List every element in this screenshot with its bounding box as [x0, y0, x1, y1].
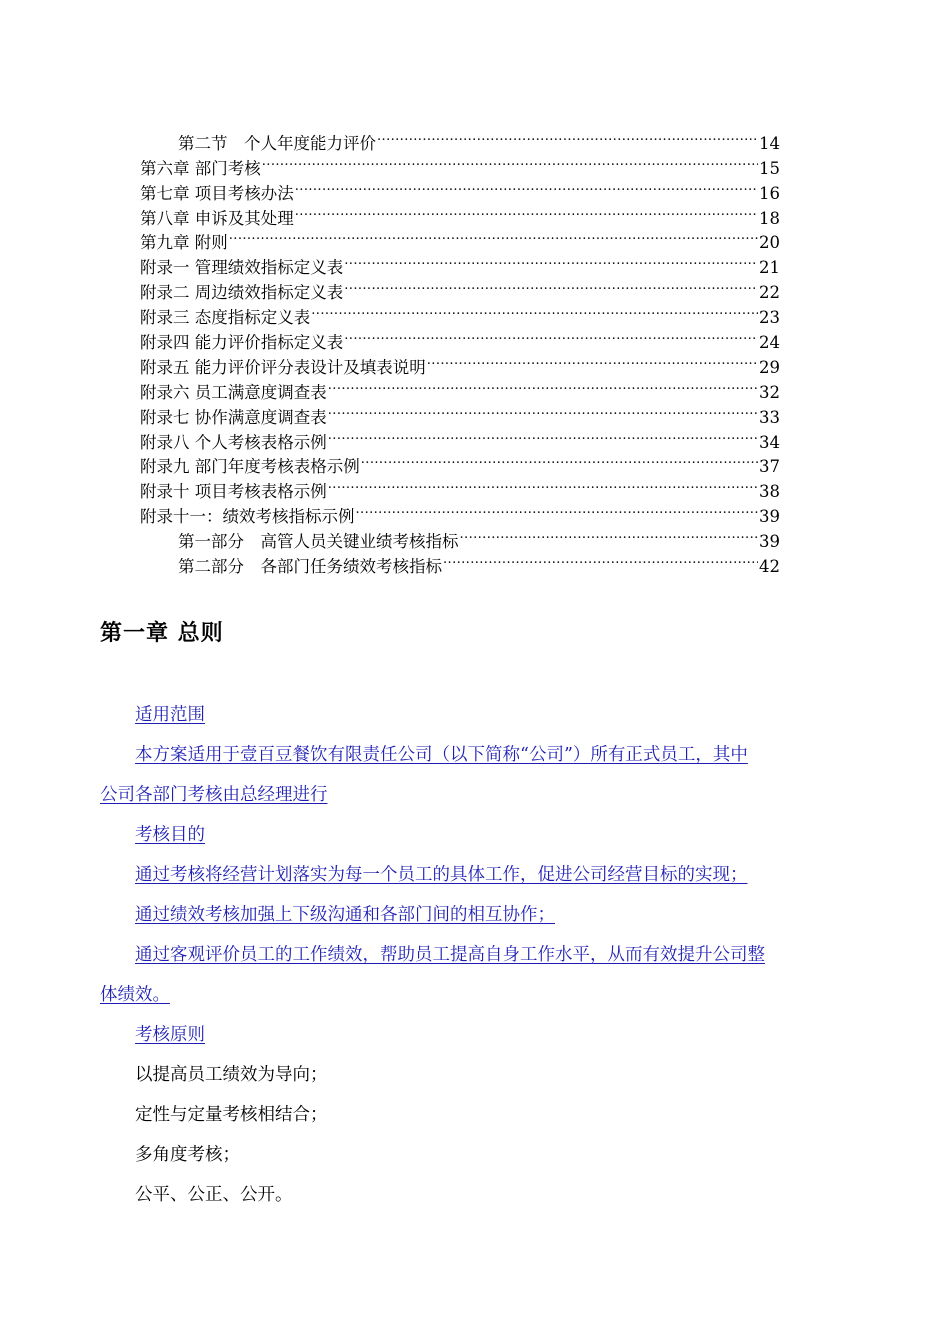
toc-leader-dots — [328, 423, 758, 448]
toc-entry-page-number: 22 — [759, 283, 780, 303]
toc-entry-label: 附录十一：绩效考核指标示例 — [140, 507, 355, 527]
toc-entry-page-number: 37 — [759, 457, 780, 477]
toc-entry-label: 附录四 能力评价指标定义表 — [140, 333, 344, 353]
toc-leader-dots — [344, 323, 758, 348]
toc-entry-page-number: 38 — [759, 482, 780, 502]
toc-leader-dots — [328, 398, 758, 423]
purpose-item-2[interactable]: 通过绩效考核加强上下级沟通和各部门间的相互协作； — [135, 905, 555, 925]
chapter-title: 第一章 总则 — [100, 621, 224, 646]
toc-entry-page-number: 23 — [759, 308, 780, 328]
toc-leader-dots — [311, 298, 758, 323]
section-heading-principles[interactable]: 考核原则 — [135, 1025, 205, 1045]
toc-leader-dots — [344, 273, 758, 298]
chapter-body — [100, 695, 840, 1215]
toc-leader-dots — [295, 199, 758, 224]
toc-entry-page-number: 39 — [759, 532, 780, 552]
toc-entry[interactable] — [140, 124, 780, 153]
toc-entry-label: 附录一 管理绩效指标定义表 — [140, 258, 344, 278]
toc-entry-page-number: 14 — [759, 133, 780, 153]
toc-entry-page-number: 39 — [759, 507, 780, 527]
toc-entry[interactable] — [140, 248, 780, 278]
section-heading-scope[interactable]: 适用范围 — [135, 705, 205, 725]
scope-paragraph-line-2[interactable]: 公司各部门考核由总经理进行 — [100, 785, 328, 805]
toc-leader-dots — [328, 373, 758, 398]
table-of-contents — [140, 124, 780, 577]
toc-entry-page-number: 32 — [759, 382, 780, 402]
toc-entry-label: 第一部分 高管人员关键业绩考核指标 — [178, 532, 459, 552]
toc-entry-page-number: 21 — [759, 258, 780, 278]
toc-entry-label: 附录五 能力评价评分表设计及填表说明 — [140, 357, 426, 377]
purpose-item-3-line-2[interactable]: 体绩效。 — [100, 985, 170, 1005]
toc-entry-label: 第二部分 各部门任务绩效考核指标 — [178, 557, 442, 577]
toc-entry-page-number: 15 — [759, 158, 780, 178]
toc-entry-label: 第六章 部门考核 — [140, 158, 261, 178]
toc-entry-label: 附录十 项目考核表格示例 — [140, 482, 327, 502]
toc-entry-page-number: 18 — [759, 208, 780, 228]
principle-item: 定性与定量考核相结合； — [135, 1105, 328, 1125]
toc-entry[interactable] — [140, 224, 780, 253]
principle-item: 公平、公正、公开。 — [135, 1185, 293, 1205]
toc-leader-dots — [328, 472, 758, 497]
toc-leader-dots — [262, 149, 758, 174]
toc-entry-page-number: 16 — [759, 183, 780, 203]
toc-leader-dots — [460, 522, 759, 547]
toc-entry-page-number: 42 — [759, 557, 780, 577]
section-heading-purpose[interactable]: 考核目的 — [135, 825, 205, 845]
toc-leader-dots — [356, 497, 759, 522]
toc-entry-label: 第九章 附则 — [140, 233, 228, 253]
toc-entry-label: 附录九 部门年度考核表格示例 — [140, 457, 360, 477]
purpose-item-3-line-1[interactable]: 通过客观评价员工的工作绩效，帮助员工提高自身工作水平，从而有效提升公司整 — [135, 945, 765, 965]
principle-item: 以提高员工绩效为导向； — [135, 1065, 328, 1085]
scope-paragraph-line-1[interactable]: 本方案适用于壹百豆餐饮有限责任公司（以下简称“公司”）所有正式员工，其中 — [135, 745, 748, 765]
toc-entry-page-number: 20 — [759, 233, 780, 253]
toc-leader-dots — [229, 224, 758, 249]
toc-leader-dots — [361, 448, 758, 473]
toc-entry-label: 附录二 周边绩效指标定义表 — [140, 283, 344, 303]
toc-leader-dots — [344, 248, 758, 273]
toc-entry-page-number: 34 — [759, 432, 780, 452]
toc-entry-label: 附录七 协作满意度调查表 — [140, 407, 327, 427]
toc-entry-label: 附录八 个人考核表格示例 — [140, 432, 327, 452]
toc-entry-label: 第八章 申诉及其处理 — [140, 208, 294, 228]
toc-entry-page-number: 29 — [759, 357, 780, 377]
toc-entry-label: 附录六 员工满意度调查表 — [140, 382, 327, 402]
toc-entry-label: 附录三 态度指标定义表 — [140, 308, 311, 328]
toc-leader-dots — [443, 547, 758, 572]
toc-entry-page-number: 24 — [759, 333, 780, 353]
principle-item: 多角度考核； — [135, 1145, 240, 1165]
toc-entry-label: 第二节 个人年度能力评价 — [178, 133, 376, 153]
toc-leader-dots — [427, 348, 758, 373]
toc-entry-label: 第七章 项目考核办法 — [140, 183, 294, 203]
purpose-item-1[interactable]: 通过考核将经营计划落实为每一个员工的具体工作，促进公司经营目标的实现； — [135, 865, 748, 885]
toc-leader-dots — [295, 174, 758, 199]
toc-leader-dots — [377, 124, 758, 149]
toc-entry-page-number: 33 — [759, 407, 780, 427]
